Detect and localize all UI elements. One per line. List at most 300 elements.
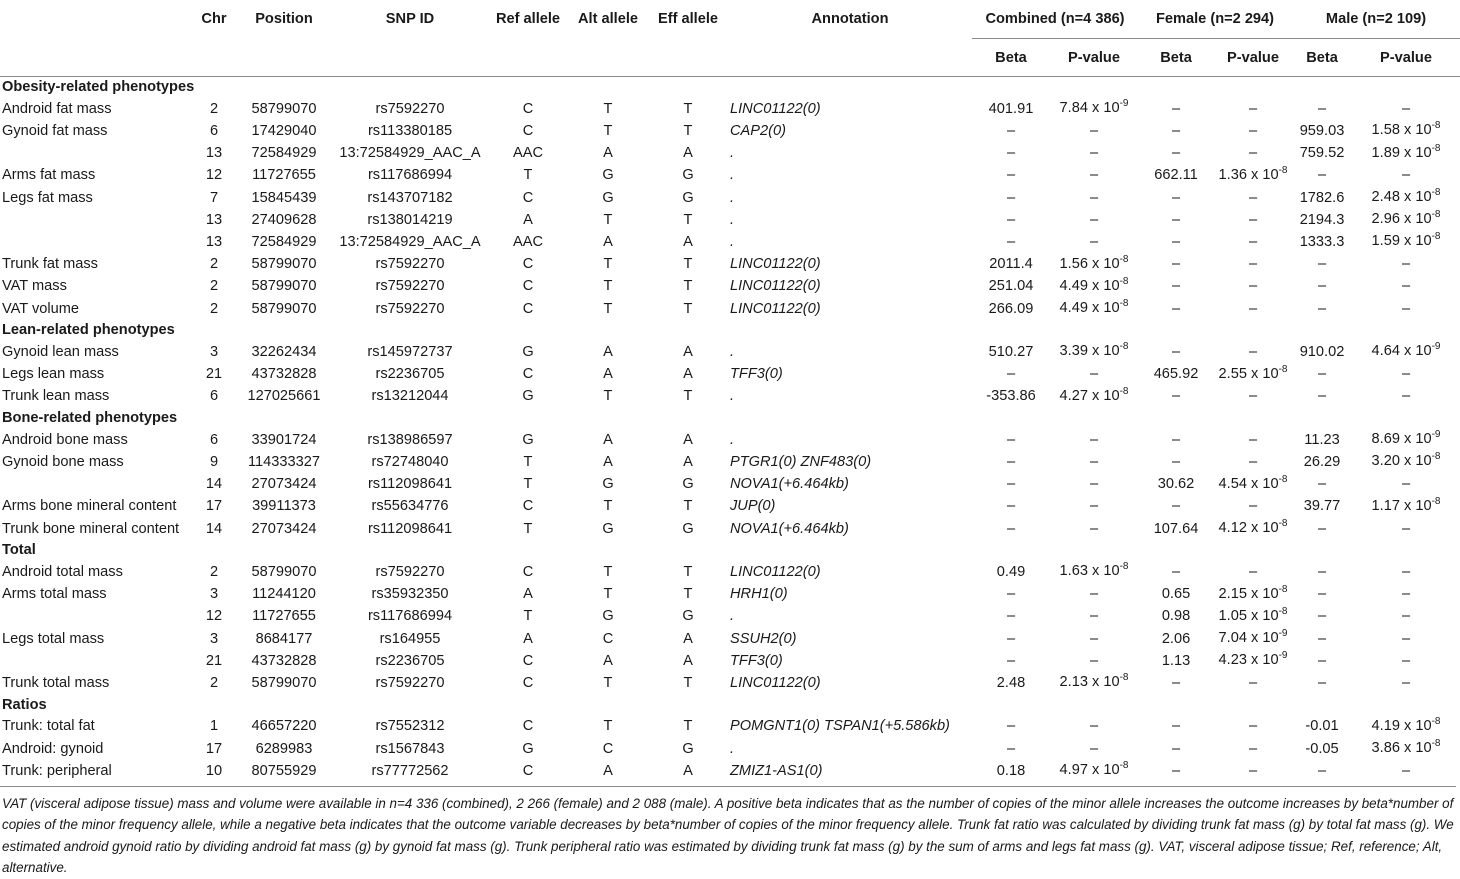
cell-combined-beta-text: –: [1006, 431, 1016, 448]
cell-male-beta: [1292, 254, 1352, 276]
cell-ref-allele: [488, 187, 568, 209]
table-row: [0, 561, 1460, 583]
cell-annotation: [728, 386, 972, 408]
cell-male-pvalue-exponent: -8: [1431, 187, 1441, 199]
table-row: [0, 98, 1460, 120]
cell-snp-id: [332, 584, 488, 606]
cell-phenotype-text: Legs total mass: [2, 630, 105, 647]
cell-position-text: 46657220: [251, 718, 317, 735]
cell-female-pvalue-exponent: -8: [1278, 164, 1288, 176]
cell-snp-id: [332, 496, 488, 518]
cell-snp-id-text: rs117686994: [367, 608, 453, 625]
cell-alt-allele-text: T: [603, 300, 613, 317]
cell-alt-allele-text: T: [603, 211, 613, 228]
cell-phenotype: [0, 143, 192, 165]
cell-female-pvalue-text: –: [1248, 233, 1258, 250]
cell-female-pvalue: [1214, 650, 1292, 672]
cell-female-pvalue-text: –: [1248, 388, 1258, 405]
cell-phenotype-text: Trunk total mass: [2, 674, 110, 691]
table-row: [0, 474, 1460, 496]
cell-snp-id: [332, 518, 488, 540]
cell-alt-allele-text: T: [603, 278, 613, 295]
cell-female-pvalue-text: –: [1248, 189, 1258, 206]
cell-eff-allele-text: A: [683, 762, 693, 779]
cell-position: [236, 209, 332, 231]
cell-alt-allele-text: T: [603, 563, 613, 580]
cell-female-pvalue: [1214, 451, 1292, 473]
table-row: [0, 187, 1460, 209]
cell-female-beta-text: 1.13: [1161, 652, 1191, 669]
section-title: Obesity-related phenotypes: [2, 79, 195, 95]
cell-female-beta-text: –: [1171, 100, 1181, 117]
cell-combined-beta-text: 2.48: [996, 674, 1026, 691]
cell-chr: [192, 143, 236, 165]
cell-female-pvalue-text: 2.15 x 10: [1218, 585, 1279, 602]
cell-eff-allele-text: T: [683, 586, 693, 603]
cell-combined-beta: [972, 584, 1050, 606]
cell-combined-pvalue: [1050, 650, 1138, 672]
cell-female-pvalue: [1214, 120, 1292, 142]
cell-ref-allele-text: C: [522, 189, 534, 206]
cell-ref-allele-text: C: [522, 100, 534, 117]
cell-female-pvalue-text: –: [1248, 740, 1258, 757]
cell-male-pvalue-text: –: [1401, 388, 1411, 405]
cell-male-pvalue-exponent: -8: [1431, 738, 1441, 750]
cell-female-pvalue-text: 1.36 x 10: [1218, 166, 1279, 183]
cell-combined-pvalue-text: 3.39 x 10: [1059, 343, 1120, 360]
cell-female-beta: [1138, 120, 1214, 142]
cell-chr: [192, 672, 236, 694]
cell-male-pvalue-text: –: [1401, 586, 1411, 603]
cell-male-pvalue: [1352, 231, 1460, 253]
cell-male-pvalue-exponent: -8: [1431, 451, 1441, 463]
cell-ref-allele-text: T: [523, 608, 533, 625]
cell-eff-allele: [648, 760, 728, 782]
cell-position: [236, 561, 332, 583]
cell-eff-allele: [648, 672, 728, 694]
table-row: [0, 143, 1460, 165]
cell-female-pvalue-text: 4.54 x 10: [1218, 475, 1279, 492]
cell-alt-allele: [568, 165, 648, 187]
cell-snp-id: [332, 187, 488, 209]
table-row: [0, 254, 1460, 276]
cell-snp-id-text: 13:72584929_AAC_A: [339, 145, 481, 162]
col-header-alt-allele: Alt allele: [577, 11, 639, 28]
cell-annotation: [728, 254, 972, 276]
cell-female-beta-text: –: [1171, 189, 1181, 206]
cell-male-pvalue-text: 2.96 x 10: [1371, 211, 1432, 228]
cell-ref-allele-text: C: [522, 122, 534, 139]
cell-annotation-text: LINC01122(0): [730, 674, 821, 691]
cell-female-beta: [1138, 341, 1214, 363]
cell-phenotype: [0, 187, 192, 209]
cell-combined-beta: [972, 518, 1050, 540]
cell-female-beta: [1138, 254, 1214, 276]
cell-ref-allele-text: C: [522, 256, 534, 273]
cell-alt-allele-text: G: [602, 520, 614, 537]
cell-male-pvalue-text: –: [1401, 630, 1411, 647]
cell-chr: [192, 298, 236, 320]
cell-female-pvalue-text: –: [1248, 718, 1258, 735]
cell-chr-text: 10: [205, 762, 223, 779]
cell-combined-beta-text: –: [1006, 167, 1016, 184]
cell-male-pvalue: [1352, 584, 1460, 606]
cell-snp-id: [332, 386, 488, 408]
cell-combined-pvalue: [1050, 738, 1138, 760]
cell-chr: [192, 98, 236, 120]
cell-position: [236, 496, 332, 518]
cell-snp-id: [332, 298, 488, 320]
cell-phenotype: [0, 364, 192, 386]
cell-eff-allele: [648, 341, 728, 363]
cell-male-pvalue: [1352, 496, 1460, 518]
cell-combined-pvalue-text: –: [1089, 233, 1099, 250]
cell-combined-pvalue-text: 4.49 x 10: [1059, 277, 1120, 294]
cell-chr: [192, 209, 236, 231]
cell-combined-pvalue-text: –: [1089, 189, 1099, 206]
cell-combined-pvalue-text: –: [1089, 740, 1099, 757]
cell-combined-beta: [972, 187, 1050, 209]
cell-female-beta: [1138, 364, 1214, 386]
cell-chr: [192, 120, 236, 142]
cell-ref-allele: [488, 231, 568, 253]
cell-male-beta: [1292, 120, 1352, 142]
cell-male-beta: [1292, 518, 1352, 540]
section-title: Total: [2, 542, 36, 559]
cell-female-beta-text: –: [1171, 300, 1181, 317]
cell-ref-allele-text: G: [522, 343, 534, 360]
cell-male-pvalue: [1352, 341, 1460, 363]
cell-combined-beta-text: 266.09: [988, 300, 1034, 317]
cell-ref-allele: [488, 716, 568, 738]
cell-male-pvalue-text: 3.20 x 10: [1371, 453, 1432, 470]
cell-chr: [192, 187, 236, 209]
cell-position: [236, 650, 332, 672]
cell-female-pvalue-exponent: -8: [1278, 363, 1288, 375]
cell-annotation-text: .: [730, 145, 735, 162]
table-body: [0, 77, 1460, 783]
cell-female-beta: [1138, 650, 1214, 672]
cell-male-pvalue-text: –: [1401, 608, 1411, 625]
cell-female-beta-text: –: [1171, 256, 1181, 273]
cell-eff-allele-text: A: [683, 366, 693, 383]
cell-annotation: [728, 364, 972, 386]
cell-male-beta: [1292, 650, 1352, 672]
cell-annotation: [728, 143, 972, 165]
cell-female-pvalue-text: 4.12 x 10: [1218, 520, 1279, 537]
cell-eff-allele-text: T: [683, 278, 693, 295]
cell-chr-text: 3: [209, 586, 219, 603]
cell-eff-allele-text: G: [682, 740, 694, 757]
cell-male-beta-text: –: [1317, 256, 1327, 273]
cell-eff-allele-text: T: [683, 300, 693, 317]
cell-combined-beta-text: –: [1006, 233, 1016, 250]
cell-combined-beta: [972, 738, 1050, 760]
cell-position-text: 39911373: [252, 498, 316, 515]
cell-alt-allele: [568, 386, 648, 408]
cell-female-pvalue-text: –: [1248, 122, 1258, 139]
cell-phenotype: [0, 451, 192, 473]
cell-annotation: [728, 231, 972, 253]
cell-female-beta-text: –: [1171, 211, 1181, 228]
cell-eff-allele: [648, 451, 728, 473]
cell-eff-allele: [648, 98, 728, 120]
cell-male-beta-text: –: [1317, 520, 1327, 537]
cell-combined-pvalue: [1050, 606, 1138, 628]
cell-snp-id: [332, 716, 488, 738]
cell-snp-id: [332, 474, 488, 496]
cell-male-pvalue-text: 1.17 x 10: [1371, 497, 1432, 514]
cell-ref-allele: [488, 386, 568, 408]
cell-combined-pvalue: [1050, 187, 1138, 209]
cell-phenotype: [0, 716, 192, 738]
cell-annotation: [728, 496, 972, 518]
cell-alt-allele: [568, 209, 648, 231]
table-row: [0, 386, 1460, 408]
cell-position: [236, 276, 332, 298]
cell-male-beta-text: –: [1317, 674, 1327, 691]
cell-female-pvalue: [1214, 254, 1292, 276]
cell-ref-allele-text: T: [523, 453, 533, 470]
cell-position-text: 58799070: [251, 563, 317, 580]
cell-annotation-text: TFF3(0): [730, 652, 783, 669]
cell-position-text: 17429040: [251, 122, 317, 139]
cell-chr: [192, 760, 236, 782]
cell-ref-allele: [488, 209, 568, 231]
cell-position: [236, 120, 332, 142]
cell-male-pvalue-text: –: [1401, 762, 1411, 779]
cell-combined-pvalue-text: –: [1089, 167, 1099, 184]
cell-female-beta-text: 2.06: [1161, 630, 1191, 647]
cell-eff-allele: [648, 298, 728, 320]
cell-annotation: [728, 429, 972, 451]
cell-eff-allele: [648, 254, 728, 276]
cell-ref-allele: [488, 760, 568, 782]
cell-phenotype: [0, 209, 192, 231]
cell-male-beta-text: –: [1317, 388, 1327, 405]
col-group-female: Female (n=2 294): [1138, 0, 1292, 39]
cell-alt-allele-text: A: [603, 233, 613, 250]
cell-position: [236, 231, 332, 253]
cell-female-beta-text: –: [1171, 563, 1181, 580]
cell-snp-id: [332, 561, 488, 583]
cell-alt-allele-text: A: [603, 343, 613, 360]
cell-position-text: 15845439: [251, 189, 317, 206]
cell-alt-allele: [568, 429, 648, 451]
cell-combined-beta: [972, 672, 1050, 694]
cell-position-text: 58799070: [251, 300, 317, 317]
section-row: [0, 320, 1460, 341]
col-header-combined-pvalue: P-value: [1050, 39, 1138, 77]
cell-ref-allele: [488, 143, 568, 165]
cell-male-beta: [1292, 496, 1352, 518]
cell-combined-pvalue-text: –: [1089, 366, 1099, 383]
cell-alt-allele-text: T: [603, 674, 613, 691]
cell-annotation-text: .: [730, 233, 735, 250]
cell-male-beta-text: 26.29: [1303, 453, 1341, 470]
cell-position-text: 127025661: [247, 388, 321, 405]
cell-combined-beta-text: 510.27: [988, 343, 1034, 360]
cell-chr-text: 17: [205, 498, 223, 515]
cell-combined-pvalue-text: –: [1089, 718, 1099, 735]
cell-phenotype: [0, 231, 192, 253]
cell-male-pvalue-text: –: [1401, 652, 1411, 669]
cell-male-beta: [1292, 451, 1352, 473]
table-footnote: VAT (visceral adipose tissue) mass and volume were available in n=4 336 (combined), 2 266 (female) and 2 088 (male). A positive beta indicates that as the number of copies of the minor allele increases the outcome increases by beta*number of copies of the minor frequency allele, while a negative beta indicates that the outcome variable decreases by beta*number of copies of the minor frequency allele. Trunk fat ratio was calculated by dividing trunk fat mass (g) by total fat mass (g). We estimated android gynoid ratio by dividing android fat mass (g) by gynoid fat mass (g). Trunk peripheral ratio was estimated by dividing trunk fat mass (g) by the sum of arms and legs fat mass (g). VAT, visceral adipose tissue; Ref, reference; Alt, alternative.: [0, 786, 1456, 879]
cell-ref-allele-text: A: [523, 211, 533, 228]
table-row: [0, 120, 1460, 142]
cell-eff-allele: [648, 474, 728, 496]
cell-position: [236, 716, 332, 738]
cell-male-pvalue: [1352, 628, 1460, 650]
cell-male-pvalue-text: 1.58 x 10: [1371, 122, 1432, 139]
cell-eff-allele-text: G: [682, 189, 694, 206]
cell-female-pvalue: [1214, 518, 1292, 540]
cell-annotation-text: .: [730, 211, 735, 228]
cell-alt-allele-text: T: [603, 388, 613, 405]
cell-phenotype-text: Legs fat mass: [2, 189, 93, 206]
cell-female-pvalue-exponent: -8: [1278, 605, 1288, 617]
table-row: [0, 209, 1460, 231]
cell-ref-allele: [488, 561, 568, 583]
cell-chr-text: 13: [205, 233, 223, 250]
cell-combined-beta: [972, 561, 1050, 583]
cell-ref-allele-text: G: [522, 740, 534, 757]
cell-male-beta-text: –: [1317, 100, 1327, 117]
cell-combined-pvalue: [1050, 298, 1138, 320]
cell-ref-allele: [488, 672, 568, 694]
cell-male-beta: [1292, 672, 1352, 694]
cell-alt-allele-text: A: [603, 453, 613, 470]
cell-phenotype: [0, 474, 192, 496]
cell-eff-allele-text: G: [682, 608, 694, 625]
cell-phenotype: [0, 496, 192, 518]
cell-chr-text: 21: [205, 366, 223, 383]
cell-male-beta-text: –: [1317, 300, 1327, 317]
cell-chr: [192, 165, 236, 187]
cell-combined-pvalue: [1050, 254, 1138, 276]
cell-male-beta: [1292, 716, 1352, 738]
cell-combined-beta: [972, 276, 1050, 298]
cell-male-beta-text: –: [1317, 278, 1327, 295]
cell-female-pvalue: [1214, 298, 1292, 320]
cell-male-pvalue-text: –: [1401, 476, 1411, 493]
cell-eff-allele-text: G: [682, 476, 694, 493]
cell-male-pvalue-text: 3.86 x 10: [1371, 740, 1432, 757]
cell-female-beta-text: –: [1171, 278, 1181, 295]
cell-combined-pvalue-exponent: -8: [1119, 298, 1129, 310]
cell-ref-allele-text: C: [522, 278, 534, 295]
cell-combined-beta-text: –: [1006, 453, 1016, 470]
cell-position-text: 43732828: [251, 366, 317, 383]
cell-female-pvalue: [1214, 429, 1292, 451]
cell-combined-pvalue: [1050, 561, 1138, 583]
col-header-male-pvalue: P-value: [1352, 39, 1460, 77]
cell-combined-pvalue: [1050, 429, 1138, 451]
cell-combined-beta: [972, 474, 1050, 496]
cell-annotation-text: .: [730, 388, 735, 405]
cell-position: [236, 364, 332, 386]
cell-snp-id-text: rs2236705: [375, 366, 445, 383]
cell-female-beta-text: –: [1171, 718, 1181, 735]
cell-position-text: 27073424: [251, 476, 317, 493]
cell-male-beta: [1292, 341, 1352, 363]
cell-alt-allele: [568, 760, 648, 782]
cell-male-pvalue-text: 1.89 x 10: [1371, 144, 1432, 161]
cell-combined-beta: [972, 165, 1050, 187]
cell-male-pvalue-exponent: -8: [1431, 209, 1441, 221]
cell-female-beta: [1138, 496, 1214, 518]
cell-female-beta-text: –: [1171, 122, 1181, 139]
cell-male-beta-text: -0.01: [1305, 718, 1339, 735]
cell-female-beta: [1138, 231, 1214, 253]
cell-male-pvalue-exponent: -8: [1431, 495, 1441, 507]
col-header-ref-allele: Ref allele: [495, 11, 561, 28]
cell-snp-id-text: rs7592270: [375, 256, 445, 273]
cell-female-beta-text: –: [1171, 674, 1181, 691]
cell-combined-pvalue-exponent: -8: [1119, 561, 1129, 573]
cell-position: [236, 165, 332, 187]
cell-female-pvalue: [1214, 716, 1292, 738]
cell-combined-pvalue-text: 7.84 x 10: [1059, 100, 1120, 117]
cell-alt-allele-text: G: [602, 608, 614, 625]
cell-male-beta-text: 11.23: [1304, 431, 1340, 448]
cell-male-pvalue: [1352, 451, 1460, 473]
cell-male-pvalue-text: –: [1401, 674, 1411, 691]
cell-snp-id-text: rs72748040: [371, 453, 449, 470]
cell-female-pvalue-text: –: [1248, 431, 1258, 448]
cell-annotation-text: .: [730, 343, 735, 360]
cell-annotation-text: .: [730, 431, 735, 448]
cell-annotation-text: TFF3(0): [730, 366, 783, 383]
cell-phenotype: [0, 672, 192, 694]
cell-alt-allele: [568, 364, 648, 386]
col-header-snp-id: SNP ID: [385, 11, 435, 28]
cell-female-pvalue-text: –: [1248, 674, 1258, 691]
cell-position: [236, 143, 332, 165]
cell-alt-allele: [568, 254, 648, 276]
cell-female-pvalue-text: –: [1248, 762, 1258, 779]
cell-annotation: [728, 584, 972, 606]
cell-combined-pvalue: [1050, 386, 1138, 408]
cell-snp-id: [332, 276, 488, 298]
cell-position: [236, 386, 332, 408]
cell-combined-beta: [972, 716, 1050, 738]
cell-snp-id-text: rs7592270: [375, 278, 445, 295]
cell-phenotype-text: Gynoid bone mass: [2, 453, 124, 470]
cell-alt-allele: [568, 120, 648, 142]
cell-combined-beta-text: –: [1006, 608, 1016, 625]
cell-alt-allele-text: T: [603, 100, 613, 117]
cell-position: [236, 606, 332, 628]
cell-phenotype: [0, 98, 192, 120]
cell-alt-allele: [568, 738, 648, 760]
table-row: [0, 518, 1460, 540]
cell-chr: [192, 738, 236, 760]
cell-phenotype: [0, 298, 192, 320]
cell-alt-allele: [568, 606, 648, 628]
col-header-chr: Chr: [201, 11, 227, 28]
section-row: [0, 540, 1460, 561]
cell-male-beta-text: –: [1317, 586, 1327, 603]
cell-combined-pvalue-text: 1.63 x 10: [1059, 563, 1120, 580]
cell-female-beta: [1138, 386, 1214, 408]
cell-combined-pvalue: [1050, 276, 1138, 298]
cell-position: [236, 298, 332, 320]
cell-position-text: 114333327: [248, 453, 320, 470]
cell-phenotype-text: Gynoid fat mass: [2, 122, 108, 139]
cell-female-pvalue-text: –: [1248, 211, 1258, 228]
